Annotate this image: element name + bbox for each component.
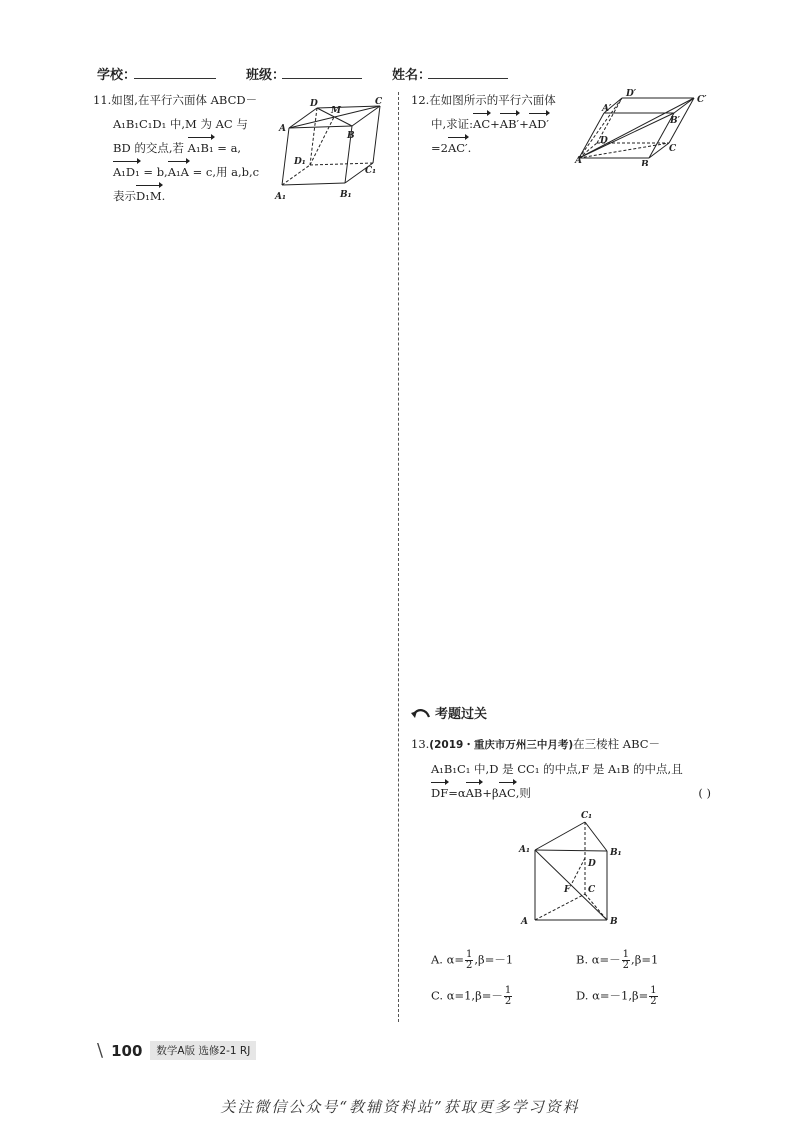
hidden-edge-DD1 bbox=[310, 108, 317, 165]
option-b-post: ,β=1 bbox=[631, 952, 659, 967]
fraction bbox=[649, 986, 657, 1007]
q12-vector-ac1: AC′ bbox=[448, 136, 468, 160]
frac-num: 1 bbox=[504, 985, 512, 996]
q11-line5-text: 表示 bbox=[113, 189, 136, 203]
fraction bbox=[465, 950, 473, 971]
q11-vector-a1d1: A₁D₁ bbox=[113, 160, 140, 184]
q13-then: ,则 bbox=[515, 786, 531, 800]
fraction bbox=[504, 986, 512, 1007]
option-a-post: ,β=－1 bbox=[474, 952, 514, 967]
name-label: 姓名： bbox=[392, 68, 432, 83]
diagonal-AB1 bbox=[579, 113, 674, 158]
label-B1: B′ bbox=[670, 116, 680, 126]
footer-slash: \ bbox=[97, 1040, 104, 1061]
q11-line3-tail: = a, bbox=[213, 141, 242, 155]
label-D: D bbox=[588, 859, 596, 869]
label-B1: B₁ bbox=[340, 190, 352, 200]
label-C: C bbox=[375, 97, 383, 107]
option-a[interactable] bbox=[431, 950, 513, 971]
q13-vector-ac: AC bbox=[499, 781, 516, 805]
q13-number: 13. bbox=[411, 737, 430, 751]
label-C1: C₁ bbox=[581, 811, 593, 821]
q12-line3-tail: . bbox=[467, 141, 472, 155]
question-12 bbox=[411, 88, 581, 160]
answer-paren[interactable]: ( ) bbox=[698, 786, 711, 800]
label-B1: B₁ bbox=[610, 848, 622, 858]
hidden-edge-AC bbox=[535, 894, 585, 920]
edge-C1B1 bbox=[585, 822, 607, 851]
section-header bbox=[411, 703, 487, 722]
label-B: B bbox=[610, 917, 618, 927]
frac-den: 2 bbox=[650, 996, 657, 1007]
label-D: D bbox=[310, 99, 318, 109]
label-C: C bbox=[588, 885, 596, 895]
q12-vector-ad1: AD′ bbox=[529, 112, 549, 136]
diagonal-AC1 bbox=[579, 98, 694, 158]
class-blank[interactable] bbox=[282, 78, 362, 79]
frac-den: 2 bbox=[466, 960, 473, 971]
hidden-diagonal-AD1 bbox=[579, 98, 622, 158]
q12-line1: 在如图所示的平行六面体 bbox=[429, 93, 556, 107]
frac-num: 1 bbox=[650, 985, 657, 996]
hidden-segment-DF bbox=[571, 858, 585, 885]
edge-BC bbox=[649, 143, 669, 158]
column-divider bbox=[398, 92, 399, 1022]
frac-num: 1 bbox=[622, 949, 630, 960]
q12-number: 12. bbox=[411, 93, 430, 107]
class-label: 班级： bbox=[246, 68, 286, 83]
label-A: A bbox=[575, 156, 582, 166]
q13-line2: A₁B₁C₁ 中,D 是 CC₁ 的中点,F 是 A₁B 的中点,且 bbox=[431, 762, 683, 776]
curved-arrow-icon bbox=[411, 706, 431, 720]
q13-vector-ab: AB bbox=[466, 781, 483, 805]
option-d[interactable] bbox=[576, 986, 659, 1007]
q13-source: (2019・重庆市万州三中月考) bbox=[429, 739, 574, 751]
q12-line3-text: =2 bbox=[431, 141, 448, 155]
page-footer bbox=[97, 1040, 256, 1061]
hidden-edge-A1D1 bbox=[282, 165, 310, 185]
label-D1: D₁ bbox=[294, 157, 306, 167]
q12-line2-text: 中,求证: bbox=[431, 117, 474, 131]
q11-vector-a1a: A₁A bbox=[168, 160, 189, 184]
edge-AA1 bbox=[282, 128, 289, 185]
q13-eq: =α bbox=[448, 786, 466, 800]
name-blank[interactable] bbox=[428, 78, 508, 79]
question-13 bbox=[411, 732, 711, 805]
q11-line4-tail: = c,用 a,b,c bbox=[188, 165, 260, 179]
option-a-pre: A. α= bbox=[431, 952, 465, 967]
hidden-edge-D1C1 bbox=[310, 163, 373, 165]
edge-AB bbox=[289, 126, 352, 128]
q13-line1: 在三棱柱 ABC－ bbox=[573, 737, 661, 751]
question-11 bbox=[93, 88, 278, 208]
school-blank[interactable] bbox=[134, 78, 216, 79]
label-B: B bbox=[347, 131, 355, 141]
option-b[interactable] bbox=[576, 950, 658, 971]
q11-line3-text: BD 的交点,若 bbox=[113, 141, 188, 155]
label-C1: C₁ bbox=[365, 166, 377, 176]
q11-vector-a1b1: A₁B₁ bbox=[188, 136, 214, 160]
label-A: A bbox=[521, 917, 528, 927]
label-C1: C′ bbox=[697, 95, 707, 105]
option-d-pre: D. α=－1,β= bbox=[576, 988, 649, 1003]
label-A1: A′ bbox=[602, 104, 612, 114]
frac-den: 2 bbox=[622, 960, 630, 971]
book-info: 数学A版 选修2-1 RJ bbox=[150, 1041, 256, 1060]
frac-num: 1 bbox=[466, 949, 473, 960]
edge-A1C1 bbox=[535, 822, 585, 850]
label-M: M bbox=[331, 106, 341, 116]
option-c[interactable] bbox=[431, 986, 513, 1007]
edge-CC1 bbox=[373, 106, 380, 163]
q12-parallelepiped-figure bbox=[574, 86, 714, 166]
option-c-pre: C. α=1,β=－ bbox=[431, 988, 503, 1003]
label-A1: A₁ bbox=[519, 845, 530, 855]
q11-number: 11. bbox=[93, 93, 112, 107]
q13-plus-beta: +β bbox=[482, 786, 499, 800]
q12-plus-1: + bbox=[490, 117, 500, 131]
edge-B1C1 bbox=[674, 98, 694, 113]
label-A: A bbox=[279, 124, 286, 134]
label-F: F bbox=[564, 885, 571, 895]
section-title: 考题过关 bbox=[435, 707, 488, 722]
q11-line5-tail: . bbox=[161, 189, 166, 203]
label-D: D bbox=[600, 136, 608, 146]
q12-plus-2: + bbox=[519, 117, 529, 131]
q13-vector-df: DF bbox=[431, 781, 448, 805]
q11-line2: A₁B₁C₁D₁ 中,M 为 AC 与 bbox=[113, 117, 248, 131]
fraction bbox=[622, 950, 630, 971]
q12-vector-ac: AC bbox=[473, 112, 490, 136]
school-label: 学校： bbox=[97, 68, 137, 83]
watermark-text: 关注微信公众号“教辅资料站”获取更多学习资料 bbox=[220, 1098, 580, 1116]
label-C: C bbox=[669, 144, 677, 154]
label-D1: D′ bbox=[626, 89, 637, 99]
q11-vector-d1m: D₁M bbox=[136, 184, 162, 208]
page-number: 100 bbox=[111, 1041, 143, 1060]
edge-A1B1 bbox=[535, 850, 607, 851]
frac-den: 2 bbox=[504, 996, 512, 1007]
label-A1: A₁ bbox=[275, 192, 286, 202]
q13-prism-figure bbox=[515, 808, 625, 930]
hidden-segment-D1M bbox=[310, 117, 334, 165]
edge-A1B1 bbox=[282, 183, 345, 185]
option-b-pre: B. α=－ bbox=[576, 952, 621, 967]
edge-DC bbox=[317, 106, 380, 108]
q12-vector-ab1: AB′ bbox=[500, 112, 519, 136]
label-B: B bbox=[641, 160, 649, 166]
q11-parallelepiped-figure bbox=[272, 95, 387, 207]
q11-eq-b: = b, bbox=[139, 165, 168, 179]
q11-line1: 如图,在平行六面体 ABCD－ bbox=[111, 93, 258, 107]
